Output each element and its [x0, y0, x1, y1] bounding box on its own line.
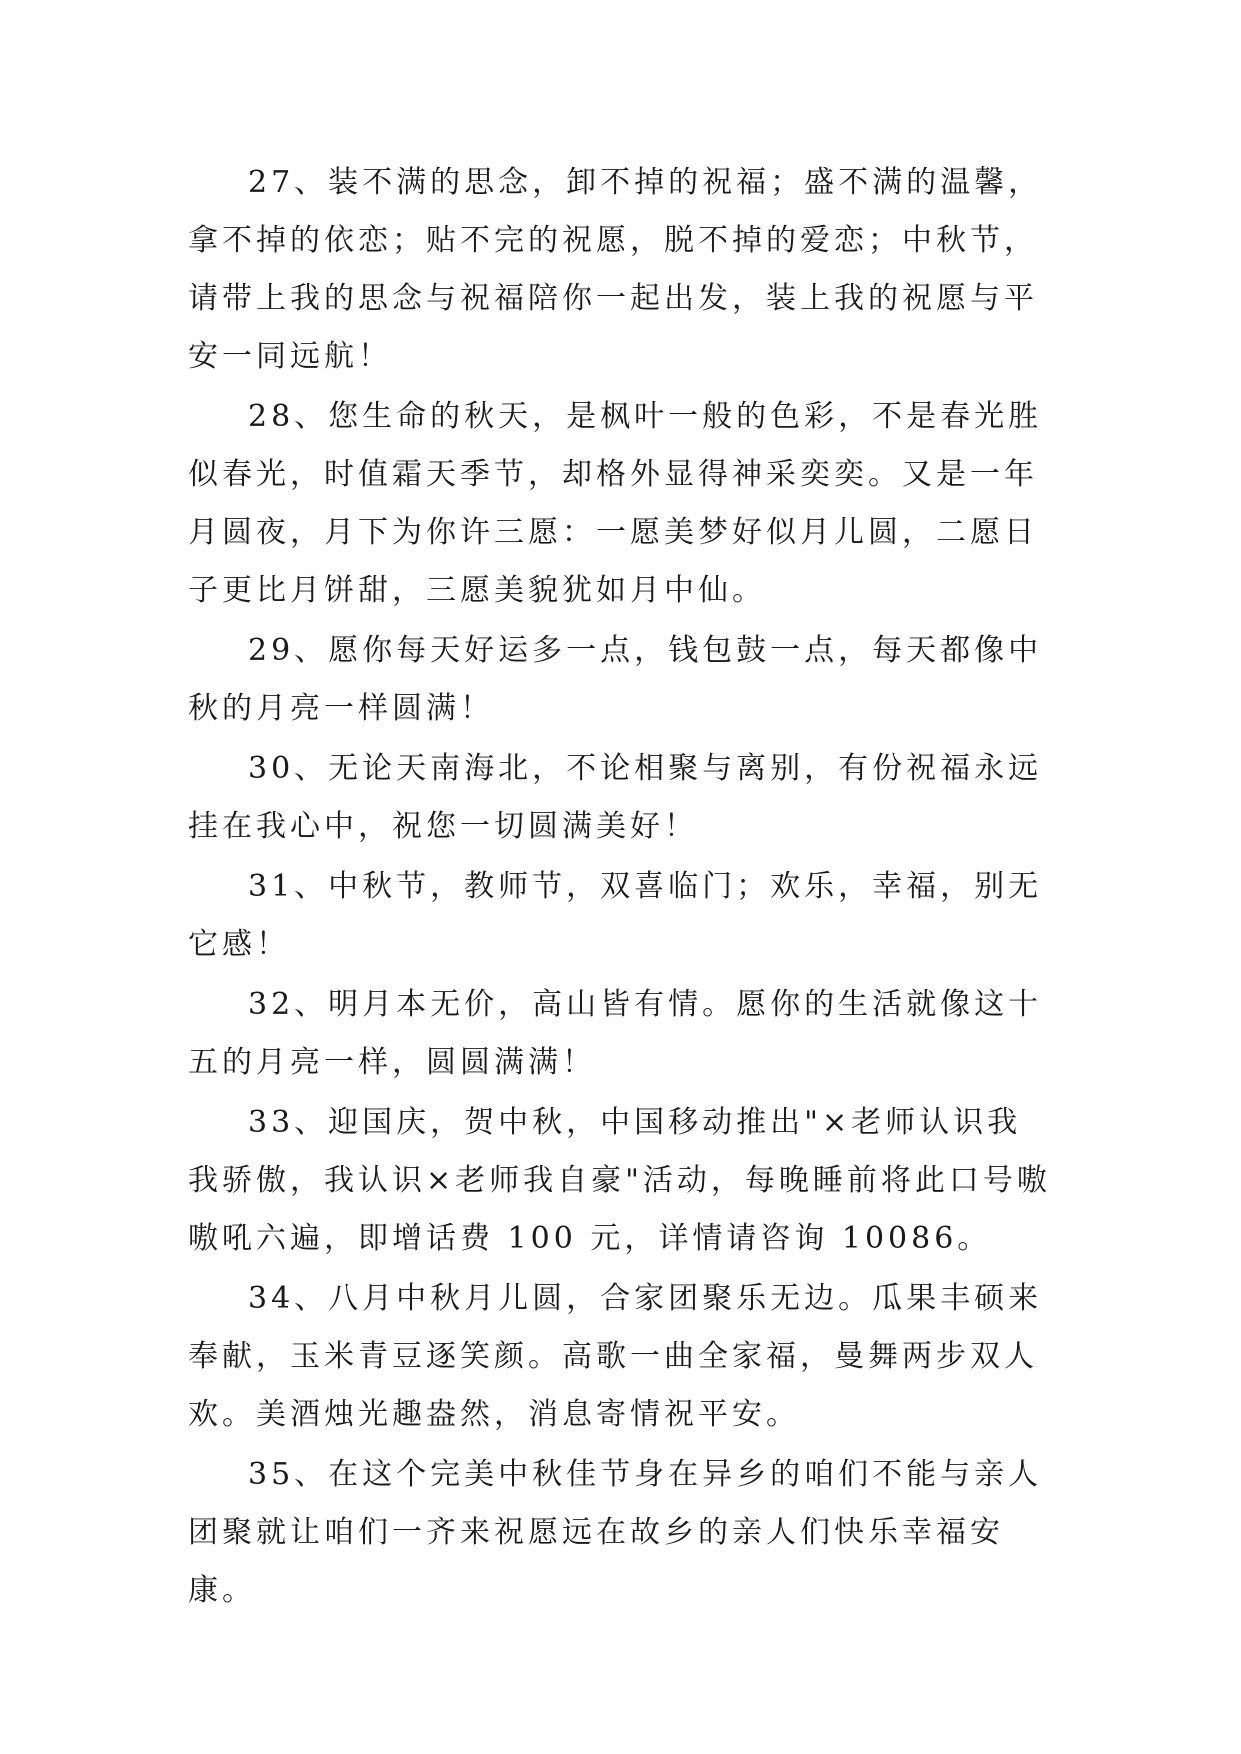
paragraph-27: 27、装不满的思念，卸不掉的祝福；盛不满的温馨，拿不掉的依恋；贴不完的祝愿，脱不掉的爱恋；中秋节，请带上我的思念与祝福陪你一起出发，装上我的祝愿与平安一同远航！: [188, 165, 1043, 374]
paragraph-33: 33、迎国庆，贺中秋，中国移动推出"×老师认识我我骄傲，我认识×老师我自豪"活动，每晚睡前将此口号嗷嗷吼六遍，即增话费 100 元，详情请咨询 10086。: [188, 1105, 1051, 1256]
document-body: [188, 154, 1054, 1622]
paragraph-29: 29、愿你每天好运多一点，钱包鼓一点，每天都像中秋的月亮一样圆满！: [188, 633, 1043, 726]
paragraph-31: 31、中秋节，教师节，双喜临门；欢乐，幸福，别无它感！: [188, 869, 1043, 962]
paragraph-32: 32、明月本无价，高山皆有情。愿你的生活就像这十五的月亮一样，圆圆满满！: [188, 987, 1043, 1080]
paragraph-34: 34、八月中秋月儿圆，合家团聚乐无边。瓜果丰硕来奉献，玉米青豆逐笑颜。高歌一曲全家福，曼舞两步双人欢。美酒烛光趣盎然，消息寄情祝平安。: [188, 1281, 1043, 1432]
paragraph-35: 35、在这个完美中秋佳节身在异乡的咱们不能与亲人团聚就让咱们一齐来祝愿远在故乡的亲人们快乐幸福安康。: [188, 1457, 1043, 1608]
paragraph-28: 28、您生命的秋天，是枫叶一般的色彩，不是春光胜似春光，时值霜天季节，却格外显得神采奕奕。又是一年月圆夜，月下为你许三愿：一愿美梦好似月儿圆，二愿日子更比月饼甜，三愿美貌犹如月中仙。: [188, 399, 1043, 608]
paragraph-30: 30、无论天南海北，不论相聚与离别，有份祝福永远挂在我心中，祝您一切圆满美好！: [188, 751, 1043, 844]
